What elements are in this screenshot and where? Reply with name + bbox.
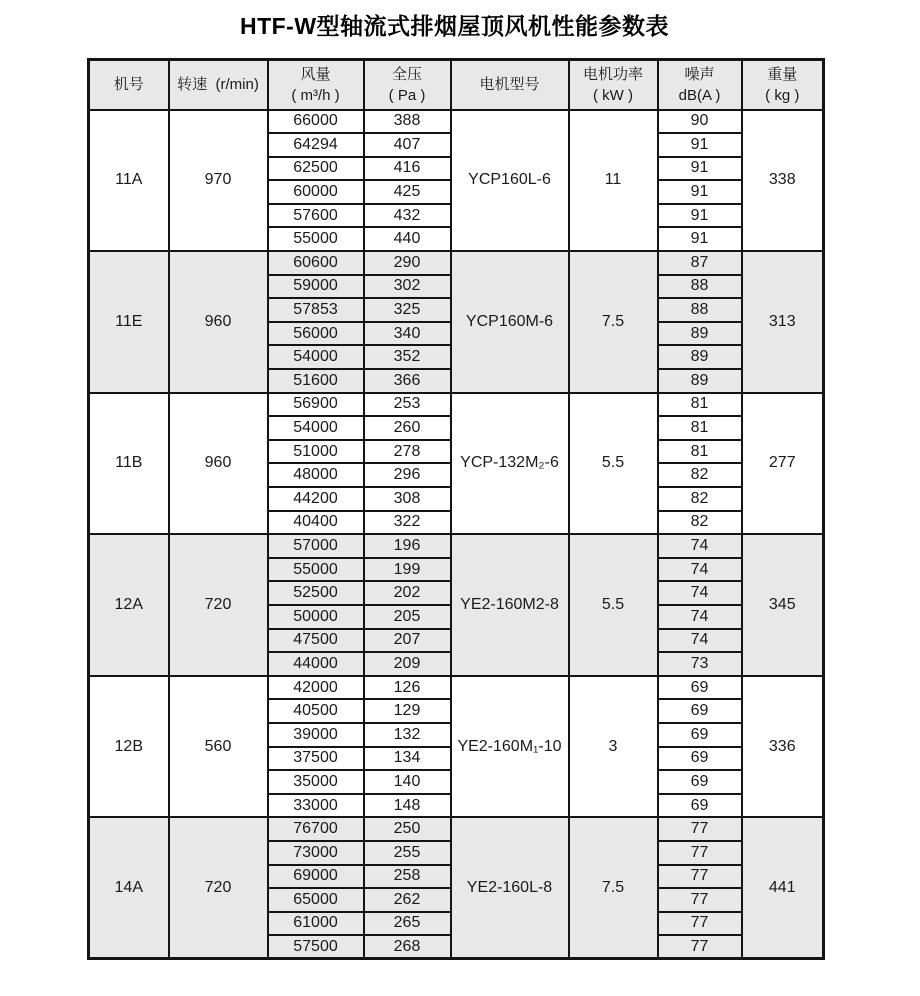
flow-cell: 62500 <box>268 157 364 181</box>
header-unit: ( Pa ) <box>388 86 426 104</box>
flow-cell: 33000 <box>268 794 364 818</box>
pressure-cell: 302 <box>364 275 451 299</box>
pressure-cell: 253 <box>364 393 451 417</box>
motor-cell: YCP-132M₂-6 <box>451 393 569 535</box>
header-cell-noise <box>658 60 742 110</box>
pressure-cell: 388 <box>364 110 451 134</box>
header-cell-model <box>89 60 169 110</box>
header-unit: ( m³/h ) <box>291 86 340 104</box>
header-row <box>89 60 824 110</box>
header-unit: ( kg ) <box>765 86 800 104</box>
noise-cell: 77 <box>658 865 742 889</box>
spec-table <box>87 58 825 960</box>
noise-cell: 77 <box>658 817 742 841</box>
pressure-cell: 278 <box>364 440 451 464</box>
header-label: 全压 <box>391 65 422 83</box>
spec-row <box>89 676 824 700</box>
flow-cell: 52500 <box>268 581 364 605</box>
flow-cell: 76700 <box>268 817 364 841</box>
noise-cell: 88 <box>658 275 742 299</box>
pressure-cell: 425 <box>364 180 451 204</box>
header-unit: ( kW ) <box>593 86 633 104</box>
table-header <box>89 60 824 110</box>
speed-cell: 720 <box>169 817 268 959</box>
header-label: 电机型号 <box>479 76 540 94</box>
noise-cell: 89 <box>658 345 742 369</box>
pressure-cell: 205 <box>364 605 451 629</box>
noise-cell: 91 <box>658 227 742 251</box>
speed-cell: 960 <box>169 251 268 393</box>
header-label: 风量 <box>300 65 331 83</box>
flow-cell: 64294 <box>268 133 364 157</box>
pressure-cell: 432 <box>364 204 451 228</box>
pressure-cell: 416 <box>364 157 451 181</box>
flow-cell: 51600 <box>268 369 364 393</box>
header-cell-power <box>569 60 658 110</box>
page-title: HTF-W型轴流式排烟屋顶风机性能参数表 <box>239 13 670 39</box>
flow-cell: 42000 <box>268 676 364 700</box>
spec-row <box>89 534 824 558</box>
flow-cell: 44000 <box>268 652 364 676</box>
page <box>87 12 822 960</box>
header-label: 机号 <box>113 76 144 94</box>
noise-cell: 91 <box>658 157 742 181</box>
noise-cell: 74 <box>658 534 742 558</box>
noise-cell: 87 <box>658 251 742 275</box>
pressure-cell: 322 <box>364 511 451 535</box>
spec-row <box>89 393 824 417</box>
flow-cell: 40400 <box>268 511 364 535</box>
flow-cell: 44200 <box>268 487 364 511</box>
noise-cell: 82 <box>658 463 742 487</box>
pressure-cell: 258 <box>364 865 451 889</box>
header-cell-motor <box>451 60 569 110</box>
flow-cell: 55000 <box>268 227 364 251</box>
header-cell-speed <box>169 60 268 110</box>
header-cell-weight <box>742 60 824 110</box>
pressure-cell: 262 <box>364 888 451 912</box>
pressure-cell: 340 <box>364 322 451 346</box>
flow-cell: 50000 <box>268 605 364 629</box>
power-cell: 3 <box>569 676 658 818</box>
header-label: 电机功率 <box>582 65 643 83</box>
header-label: 转速 (r/min) <box>177 76 259 94</box>
flow-cell: 59000 <box>268 275 364 299</box>
noise-cell: 82 <box>658 487 742 511</box>
header-cell-pressure <box>364 60 451 110</box>
flow-cell: 57853 <box>268 298 364 322</box>
weight-cell: 313 <box>742 251 824 393</box>
noise-cell: 77 <box>658 935 742 959</box>
motor-cell: YCP160L-6 <box>451 110 569 252</box>
pressure-cell: 132 <box>364 723 451 747</box>
flow-cell: 55000 <box>268 558 364 582</box>
flow-cell: 65000 <box>268 888 364 912</box>
noise-cell: 90 <box>658 110 742 134</box>
weight-cell: 277 <box>742 393 824 535</box>
pressure-cell: 366 <box>364 369 451 393</box>
header-label: 重量 <box>767 65 798 83</box>
motor-cell: YE2-160M₁-10 <box>451 676 569 818</box>
flow-cell: 56000 <box>268 322 364 346</box>
model-cell: 11B <box>89 393 169 535</box>
noise-cell: 74 <box>658 558 742 582</box>
model-cell: 11A <box>89 110 169 252</box>
power-cell: 5.5 <box>569 534 658 676</box>
noise-cell: 91 <box>658 180 742 204</box>
flow-cell: 39000 <box>268 723 364 747</box>
flow-cell: 54000 <box>268 345 364 369</box>
noise-cell: 89 <box>658 369 742 393</box>
model-cell: 11E <box>89 251 169 393</box>
flow-cell: 57000 <box>268 534 364 558</box>
noise-cell: 73 <box>658 652 742 676</box>
power-cell: 7.5 <box>569 817 658 959</box>
flow-cell: 60000 <box>268 180 364 204</box>
flow-cell: 54000 <box>268 416 364 440</box>
flow-cell: 56900 <box>268 393 364 417</box>
spec-row <box>89 817 824 841</box>
flow-cell: 57600 <box>268 204 364 228</box>
pressure-cell: 199 <box>364 558 451 582</box>
noise-cell: 69 <box>658 794 742 818</box>
speed-cell: 970 <box>169 110 268 252</box>
model-cell: 12A <box>89 534 169 676</box>
flow-cell: 73000 <box>268 841 364 865</box>
noise-cell: 81 <box>658 440 742 464</box>
pressure-cell: 260 <box>364 416 451 440</box>
pressure-cell: 255 <box>364 841 451 865</box>
noise-cell: 69 <box>658 699 742 723</box>
flow-cell: 48000 <box>268 463 364 487</box>
noise-cell: 77 <box>658 841 742 865</box>
pressure-cell: 325 <box>364 298 451 322</box>
spec-row <box>89 110 824 134</box>
pressure-cell: 352 <box>364 345 451 369</box>
weight-cell: 336 <box>742 676 824 818</box>
motor-cell: YE2-160M2-8 <box>451 534 569 676</box>
noise-cell: 77 <box>658 912 742 936</box>
pressure-cell: 440 <box>364 227 451 251</box>
table-body <box>89 110 824 959</box>
noise-cell: 91 <box>658 204 742 228</box>
pressure-cell: 250 <box>364 817 451 841</box>
pressure-cell: 268 <box>364 935 451 959</box>
pressure-cell: 196 <box>364 534 451 558</box>
model-cell: 12B <box>89 676 169 818</box>
header-cell-flow <box>268 60 364 110</box>
pressure-cell: 265 <box>364 912 451 936</box>
flow-cell: 37500 <box>268 747 364 771</box>
weight-cell: 441 <box>742 817 824 959</box>
motor-cell: YE2-160L-8 <box>451 817 569 959</box>
noise-cell: 91 <box>658 133 742 157</box>
noise-cell: 77 <box>658 888 742 912</box>
flow-cell: 35000 <box>268 770 364 794</box>
noise-cell: 74 <box>658 605 742 629</box>
header-label: 噪声 <box>684 65 715 83</box>
flow-cell: 40500 <box>268 699 364 723</box>
power-cell: 11 <box>569 110 658 252</box>
noise-cell: 81 <box>658 416 742 440</box>
noise-cell: 69 <box>658 676 742 700</box>
speed-cell: 960 <box>169 393 268 535</box>
pressure-cell: 290 <box>364 251 451 275</box>
spec-row <box>89 251 824 275</box>
noise-cell: 69 <box>658 747 742 771</box>
power-cell: 5.5 <box>569 393 658 535</box>
pressure-cell: 407 <box>364 133 451 157</box>
power-cell: 7.5 <box>569 251 658 393</box>
weight-cell: 345 <box>742 534 824 676</box>
weight-cell: 338 <box>742 110 824 252</box>
pressure-cell: 207 <box>364 629 451 653</box>
pressure-cell: 308 <box>364 487 451 511</box>
noise-cell: 69 <box>658 723 742 747</box>
flow-cell: 66000 <box>268 110 364 134</box>
pressure-cell: 129 <box>364 699 451 723</box>
noise-cell: 74 <box>658 581 742 605</box>
flow-cell: 57500 <box>268 935 364 959</box>
pressure-cell: 296 <box>364 463 451 487</box>
noise-cell: 88 <box>658 298 742 322</box>
noise-cell: 69 <box>658 770 742 794</box>
noise-cell: 89 <box>658 322 742 346</box>
pressure-cell: 202 <box>364 581 451 605</box>
noise-cell: 74 <box>658 629 742 653</box>
pressure-cell: 148 <box>364 794 451 818</box>
pressure-cell: 134 <box>364 747 451 771</box>
flow-cell: 60600 <box>268 251 364 275</box>
pressure-cell: 209 <box>364 652 451 676</box>
pressure-cell: 126 <box>364 676 451 700</box>
pressure-cell: 140 <box>364 770 451 794</box>
motor-cell: YCP160M-6 <box>451 251 569 393</box>
flow-cell: 51000 <box>268 440 364 464</box>
model-cell: 14A <box>89 817 169 959</box>
noise-cell: 82 <box>658 511 742 535</box>
noise-cell: 81 <box>658 393 742 417</box>
speed-cell: 560 <box>169 676 268 818</box>
speed-cell: 720 <box>169 534 268 676</box>
flow-cell: 61000 <box>268 912 364 936</box>
flow-cell: 47500 <box>268 629 364 653</box>
flow-cell: 69000 <box>268 865 364 889</box>
header-unit: dB(A ) <box>678 86 721 104</box>
